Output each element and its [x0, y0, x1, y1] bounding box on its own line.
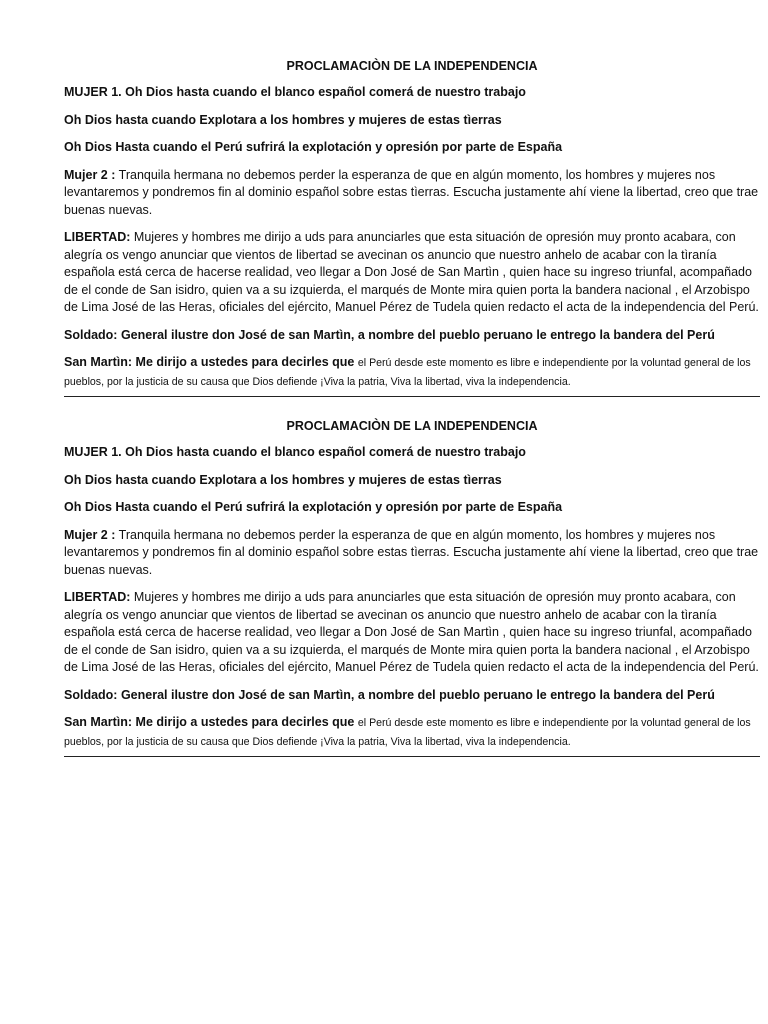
- mujer2-label: Mujer 2 :: [64, 527, 116, 542]
- san-martin-paragraph: San Martìn: Me dirijo a ustedes para decirles que el Perú desde este momento es libre e independiente por la voluntad general de los pueblos, por la justicia de su causa que Dios defiende ¡Viva la patria, Viva la libertad, viva la independencia.: [64, 355, 751, 388]
- libertad-label: LIBERTAD:: [64, 230, 131, 244]
- proclamation-copy-1: [64, 58, 760, 397]
- mujer1-line-3: Oh Dios Hasta cuando el Perú sufrirá la explotación y opresión por parte de España: [64, 500, 563, 514]
- mujer2-paragraph: Mujer 2 : Tranquila hermana no debemos perder la esperanza de que en algún momento, los hombres y mujeres nos levantaremos y pondremos fin al dominio español sobre estas tìerras. Escucha justamente ahí viene la libertad, creo que trae buenas nuevas.: [64, 167, 759, 217]
- mujer1-line-2: Oh Dios hasta cuando Explotara a los hombres y mujeres de estas tìerras: [64, 472, 502, 487]
- divider-line: [64, 396, 760, 397]
- mujer2-paragraph: Mujer 2 : Tranquila hermana no debemos perder la esperanza de que en algún momento, los hombres y mujeres nos levantaremos y pondremos fin al dominio español sobre estas tìerras. Escucha justamente ahí viene la libertad, creo que trae buenas nuevas.: [64, 527, 759, 577]
- document-title: PROCLAMACIÒN DE LA INDEPENDENCIA: [286, 59, 538, 73]
- soldado-paragraph: Soldado: General ilustre don José de san Martìn, a nombre del pueblo peruano le entrego la bandera del Perú: [64, 687, 715, 702]
- mujer1-line-3: Oh Dios Hasta cuando el Perú sufrirá la explotación y opresión por parte de España: [64, 140, 563, 154]
- mujer1-label: MUJER 1.: [64, 445, 122, 459]
- mujer1-line-1: MUJER 1. Oh Dios hasta cuando el blanco español comerá de nuestro trabajo: [64, 445, 526, 459]
- libertad-label: LIBERTAD:: [64, 590, 131, 604]
- divider-line: [64, 756, 760, 757]
- san-martin-label: San Martìn:: [64, 715, 133, 729]
- soldado-paragraph: Soldado: General ilustre don José de san Martìn, a nombre del pueblo peruano le entrego la bandera del Perú: [64, 327, 715, 342]
- mujer1-line-1: MUJER 1. Oh Dios hasta cuando el blanco español comerá de nuestro trabajo: [64, 85, 526, 99]
- mujer2-label: Mujer 2 :: [64, 167, 116, 182]
- soldado-label: Soldado:: [64, 687, 118, 702]
- mujer1-line-2: Oh Dios hasta cuando Explotara a los hombres y mujeres de estas tìerras: [64, 112, 502, 127]
- document-title: PROCLAMACIÒN DE LA INDEPENDENCIA: [286, 419, 538, 433]
- mujer1-label: MUJER 1.: [64, 85, 122, 99]
- libertad-paragraph: LIBERTAD: Mujeres y hombres me dirijo a uds para anunciarles que esta situación de opresión muy pronto acabara, con alegría os vengo anunciar que vientos de libertad se avecinan os anuncio que nuestro anhelo de acabar con la tìranía española está cerca de hacerse realidad, veo llegar a Don José de San Martìn , quien hace su ingreso triunfal, acompañado de el conde de San isidro, quien va a su izquierda, el marqués de Monte mira quien porta la bandera nacional , el Arzobispo de Lima José de las Heras, oficiales del ejército, Manuel Pérez de Tudela quien redacto el acta de la independencia del Perú.: [64, 230, 759, 314]
- soldado-label: Soldado:: [64, 327, 118, 342]
- libertad-paragraph: LIBERTAD: Mujeres y hombres me dirijo a uds para anunciarles que esta situación de opresión muy pronto acabara, con alegría os vengo anunciar que vientos de libertad se avecinan os anuncio que nuestro anhelo de acabar con la tìranía española está cerca de hacerse realidad, veo llegar a Don José de San Martìn , quien hace su ingreso triunfal, acompañado de el conde de San isidro, quien va a su izquierda, el marqués de Monte mira quien porta la bandera nacional , el Arzobispo de Lima José de las Heras, oficiales del ejército, Manuel Pérez de Tudela quien redacto el acta de la independencia del Perú.: [64, 590, 759, 674]
- san-martin-paragraph: San Martìn: Me dirijo a ustedes para decirles que el Perú desde este momento es libre e independiente por la voluntad general de los pueblos, por la justicia de su causa que Dios defiende ¡Viva la patria, Viva la libertad, viva la independencia.: [64, 715, 751, 748]
- san-martin-label: San Martìn:: [64, 355, 133, 369]
- proclamation-copy-2: [64, 418, 760, 757]
